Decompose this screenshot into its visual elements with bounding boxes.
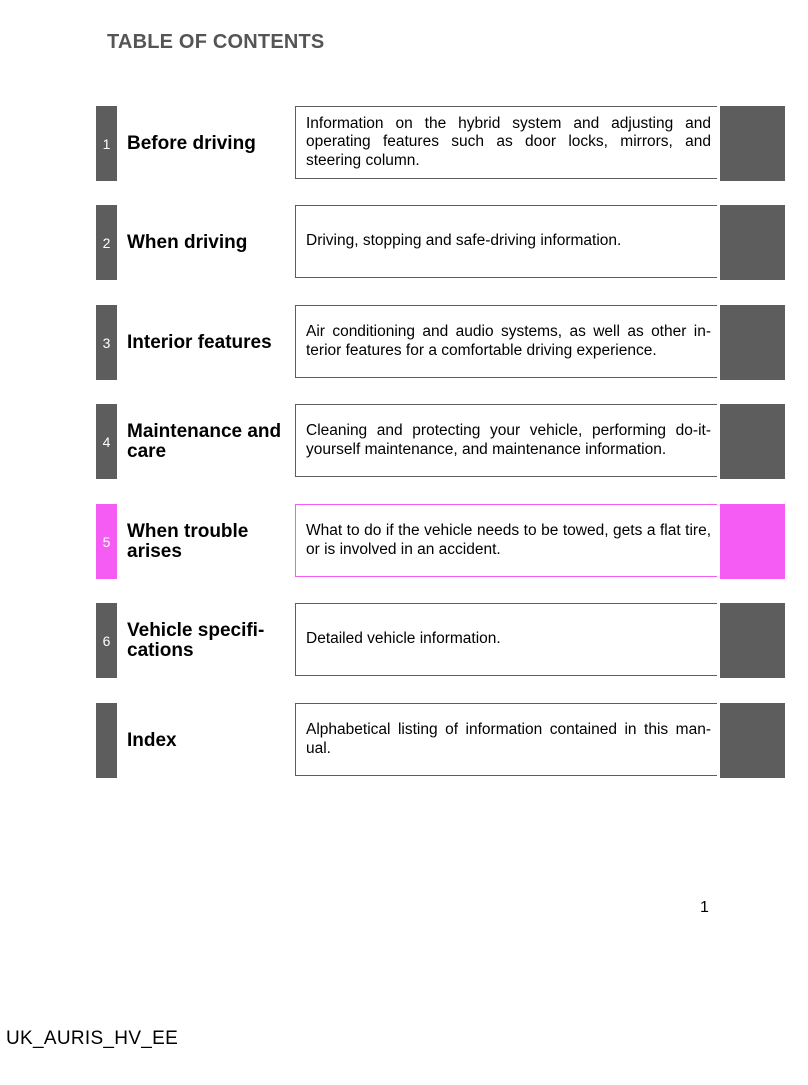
section-description: Information on the hybrid system and adjusting and operating features such as door locks, mirrors, and steering column. bbox=[295, 106, 717, 179]
page-number: 1 bbox=[700, 899, 709, 916]
page-title: TABLE OF CONTENTS bbox=[107, 31, 325, 53]
section-number-tab: 2 bbox=[96, 205, 117, 280]
section-title[interactable]: When trouble arises bbox=[127, 520, 249, 562]
section-edge-tab[interactable] bbox=[720, 504, 785, 579]
toc-row-when-trouble-arises[interactable] bbox=[96, 504, 785, 579]
section-title[interactable]: Interior features bbox=[127, 331, 272, 353]
section-number-tab: 4 bbox=[96, 404, 117, 479]
section-number-tab: 5 bbox=[96, 504, 117, 579]
section-description: Detailed vehicle information. bbox=[295, 603, 717, 676]
section-title[interactable]: Vehicle specifi-cations bbox=[127, 619, 265, 661]
section-description: Cleaning and protecting your vehicle, performing do-it-yourself maintenance, and maintenance information. bbox=[295, 404, 717, 477]
section-title[interactable]: Index bbox=[127, 729, 177, 751]
toc-row-before-driving[interactable] bbox=[96, 106, 785, 181]
toc-row-maintenance-and-care[interactable] bbox=[96, 404, 785, 479]
section-description: What to do if the vehicle needs to be towed, gets a flat tire, or is involved in an accident. bbox=[295, 504, 717, 577]
section-description: Driving, stopping and safe-driving information. bbox=[295, 205, 717, 278]
section-edge-tab[interactable] bbox=[720, 603, 785, 678]
section-edge-tab[interactable] bbox=[720, 305, 785, 380]
toc-row-index[interactable] bbox=[96, 703, 785, 778]
section-title[interactable]: Maintenance and care bbox=[127, 420, 282, 462]
toc-row-vehicle-specifications[interactable] bbox=[96, 603, 785, 678]
section-description: Air conditioning and audio systems, as well as other in-terior features for a comfortable driving experience. bbox=[295, 305, 717, 378]
toc-row-interior-features[interactable] bbox=[96, 305, 785, 380]
section-edge-tab[interactable] bbox=[720, 404, 785, 479]
section-title[interactable]: Before driving bbox=[127, 132, 256, 154]
document-code: UK_AURIS_HV_EE bbox=[6, 1028, 179, 1049]
toc-row-when-driving[interactable] bbox=[96, 205, 785, 280]
section-edge-tab[interactable] bbox=[720, 703, 785, 778]
section-title[interactable]: When driving bbox=[127, 231, 248, 253]
section-description: Alphabetical listing of information contained in this man-ual. bbox=[295, 703, 717, 776]
section-number-tab: 6 bbox=[96, 603, 117, 678]
section-edge-tab[interactable] bbox=[720, 106, 785, 181]
section-edge-tab[interactable] bbox=[720, 205, 785, 280]
section-number-tab: 3 bbox=[96, 305, 117, 380]
section-number-tab: 1 bbox=[96, 106, 117, 181]
section-number-tab bbox=[96, 703, 117, 778]
